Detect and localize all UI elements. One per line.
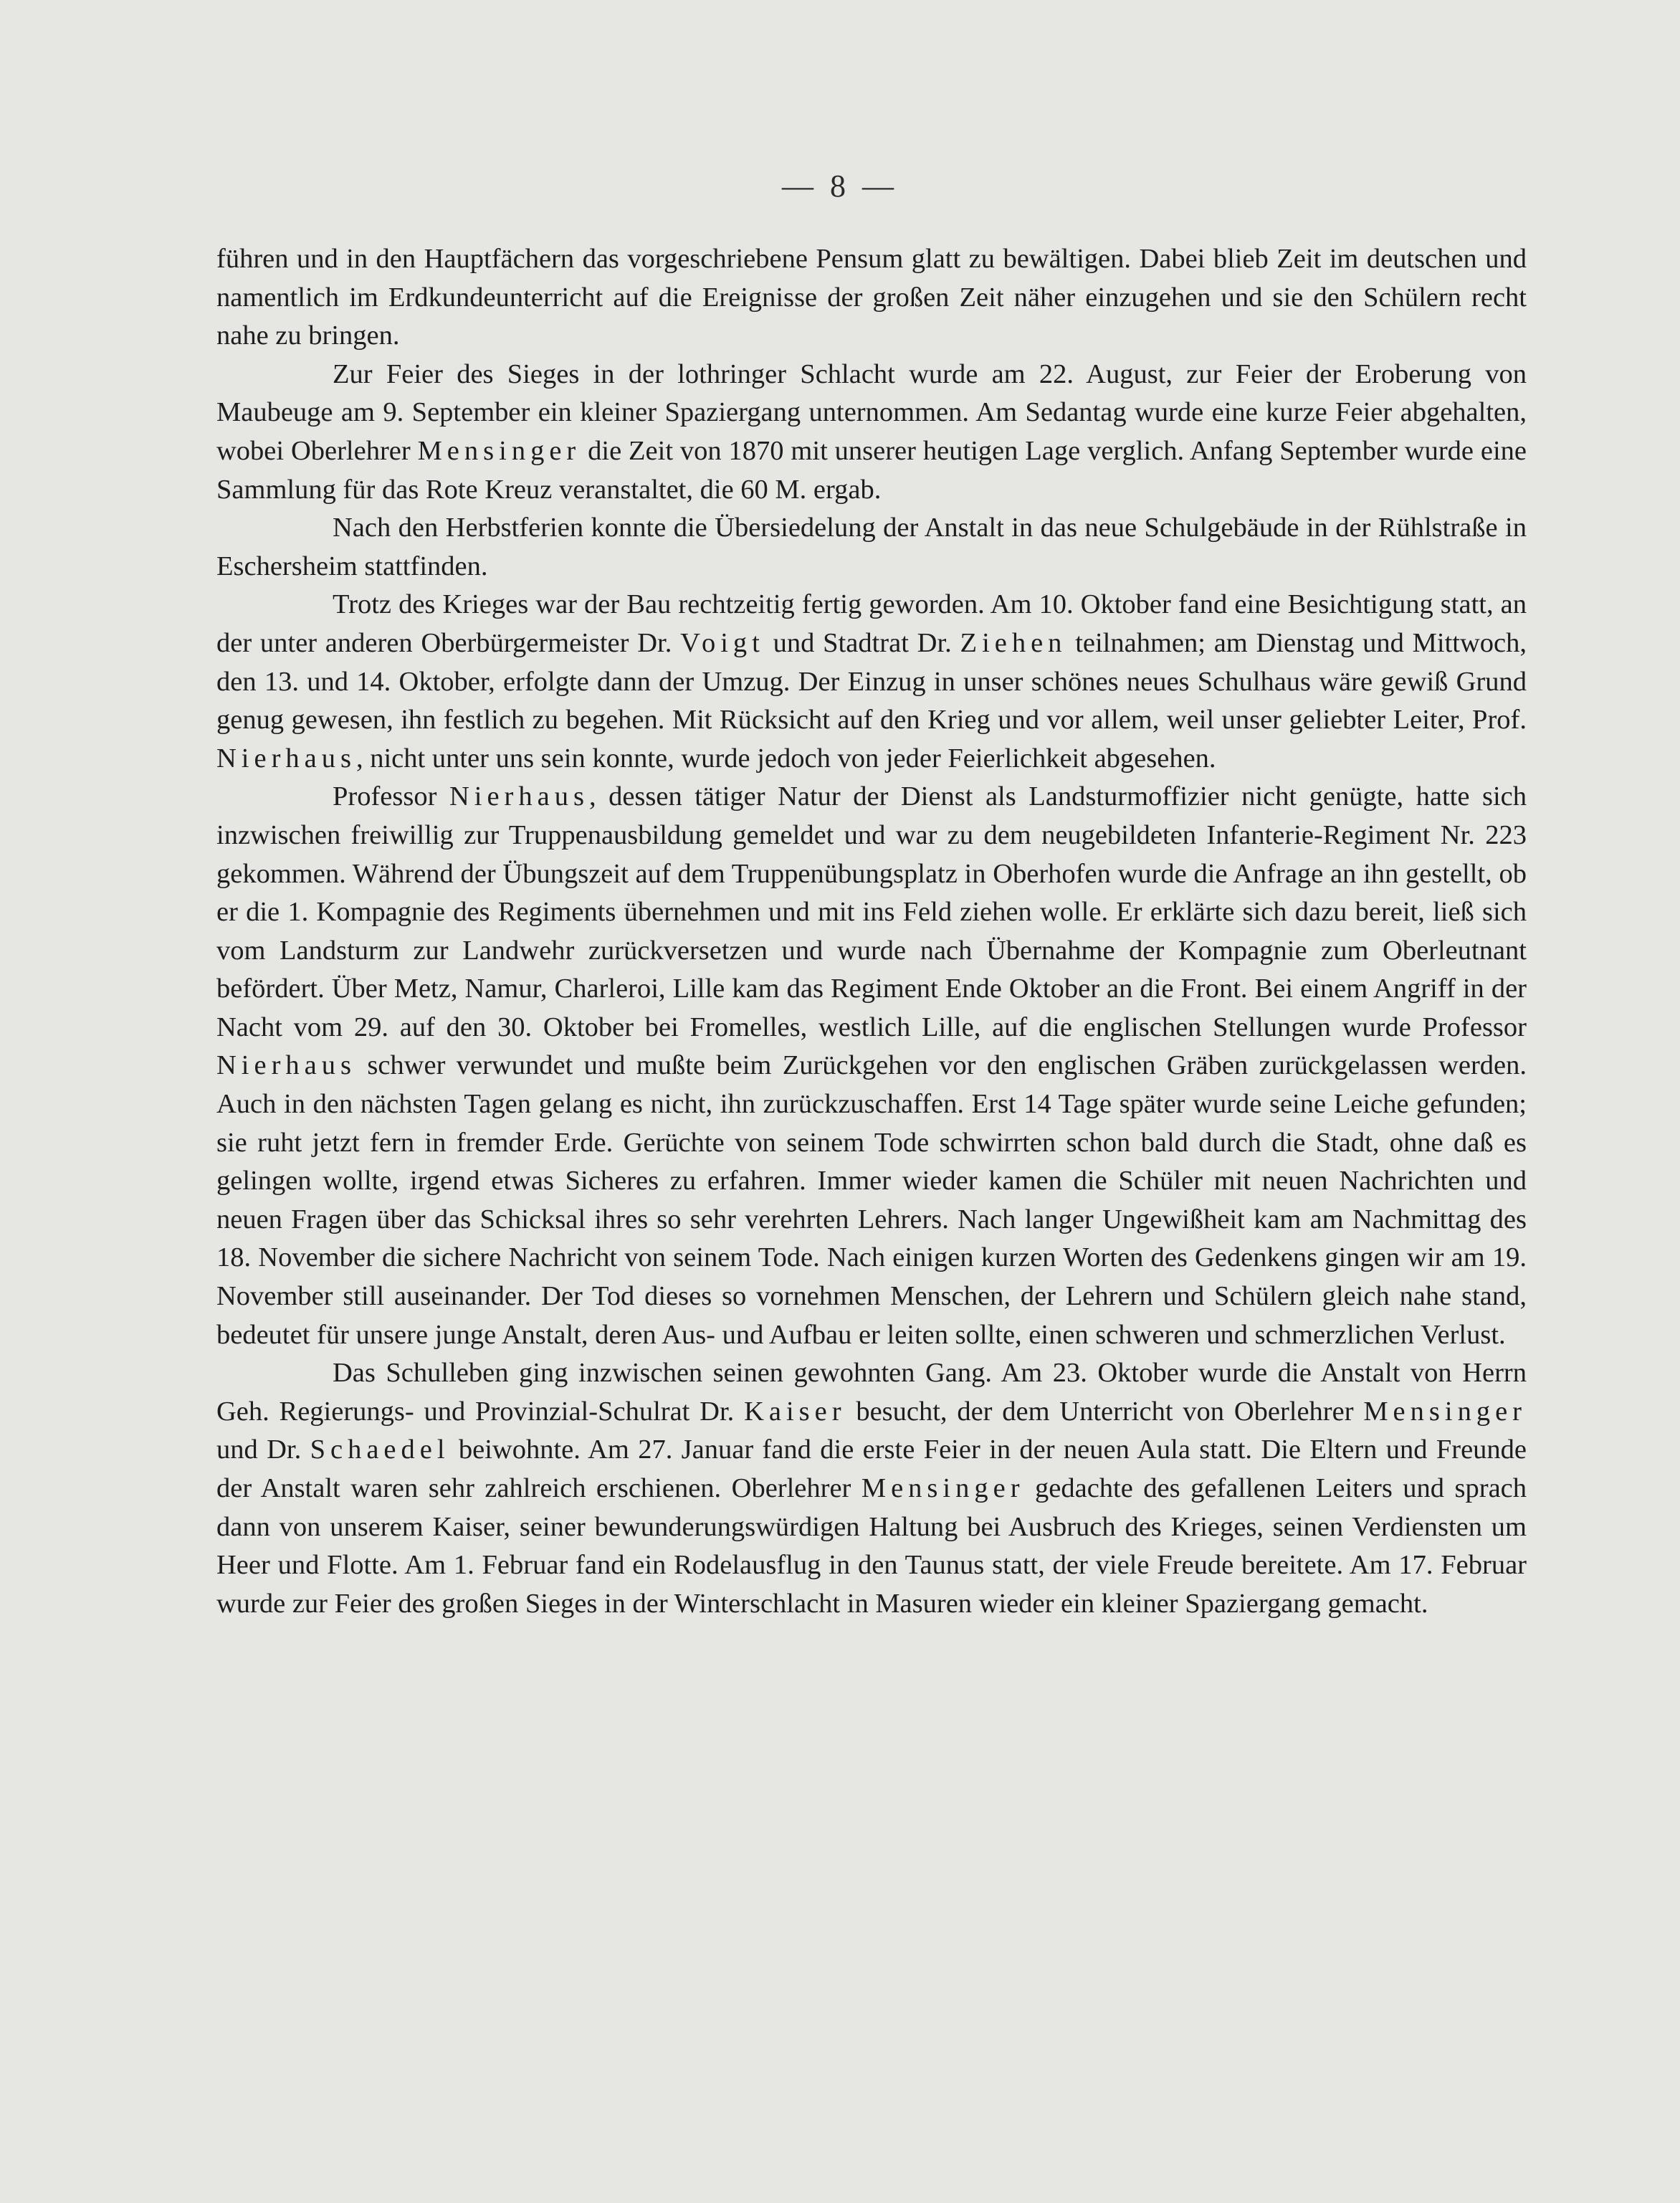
text-segment: beiwohnte. Am 27. Januar fand die erste Feier in der neuen Aula statt. Die Eltern und Freunde der Anstalt waren sehr zahlreich erschienen. Oberlehrer — [216, 1434, 1527, 1503]
paragraph — [216, 586, 1527, 778]
text-segment: führen und in den Hauptfächern das vorgeschriebene Pensum glatt zu bewältigen. Dabei blieb Zeit im deutschen und namentlich im Erdkundeunterricht auf die Ereignisse der großen Zeit näher einzugehen und sie den Schülern recht nahe zu bringen. — [216, 244, 1527, 351]
name-emphasis: Voigt — [680, 627, 765, 658]
text-segment: Das Schulleben ging inzwischen seinen gewohnten Gang. Am 23. Oktober wurde die Anstalt von Herrn Geh. Regierungs- und Provinzial-Schulrat Dr. — [216, 1358, 1527, 1427]
paragraph — [216, 1354, 1527, 1623]
text-segment: Trotz des Krieges war der Bau rechtzeitig fertig geworden. Am 10. Oktober fand eine Besichtigung statt, an der unter anderen Oberbürgermeister Dr. — [216, 589, 1527, 658]
paragraph — [216, 778, 1527, 1354]
paragraph — [216, 356, 1527, 509]
text-segment: und Dr. — [216, 1434, 310, 1465]
text-segment: , nicht unter uns sein konnte, wurde jedoch von jeder Feierlichkeit abgesehen. — [355, 743, 1216, 774]
name-emphasis: Mensinger — [1363, 1396, 1527, 1427]
paragraph — [216, 509, 1527, 586]
name-emphasis: Mensinger — [417, 435, 581, 466]
text-segment: schwer verwundet und mußte beim Zurückgehen vor den englischen Gräben zurückgelassen werden. Auch in den nächsten Tagen gelang es nicht, ihn zurückzuschaffen. Erst 14 Tage später wurde seine Leiche gefunden; sie ruht jetzt fern in fremder Erde. Gerüchte von seinem Tode schwirrten schon bald durch die Stadt, ohne daß es gelingen wollte, irgend etwas Sicheres zu erfahren. Immer wieder kamen die Schüler mit neuen Nachrichten und neuen Fragen über das Schicksal ihres so sehr verehrten Lehrers. Nach langer Ungewißheit kam am Nachmittag des 18. November die sichere Nachricht von seinem Tode. Nach einigen kurzen Worten des Gedenkens gingen wir am 19. November still auseinander. Der Tod dieses so vornehmen Menschen, der Lehrern und Schülern gleich nahe stand, bedeutet für unsere junge Anstalt, deren Aus- und Aufbau er leiten sollte, einen schweren und schmerzlichen Verlust. — [216, 1050, 1527, 1350]
name-emphasis: Nierhaus — [216, 743, 356, 774]
name-emphasis: Kaiser — [744, 1396, 846, 1427]
text-segment: Professor — [333, 781, 449, 812]
text-segment: Nach den Herbstferien konnte die Übersiedelung der Anstalt in das neue Schulgebäude in der Rühlstraße in Eschersheim stattfinden. — [216, 513, 1527, 581]
page-number: — 8 — — [782, 168, 898, 204]
name-emphasis: Nierhaus — [216, 1050, 356, 1081]
name-emphasis: Mensinger — [861, 1473, 1025, 1503]
text-segment: gedachte des gefallenen Leiters und sprach dann von unserem Kaiser, seiner bewunderungswürdigen Haltung bei Ausbruch des Krieges, seinen Verdiensten um Heer und Flotte. Am 1. Februar fand ein Rodelausflug in den Taunus statt, der viele Freude bereitete. Am 17. Februar wurde zur Feier des großen Sieges in der Winterschlacht in Masuren wieder ein kleiner Spaziergang gemacht. — [216, 1473, 1527, 1619]
name-emphasis: Schaedel — [310, 1434, 450, 1465]
paragraph — [216, 240, 1527, 356]
name-emphasis: Ziehen — [960, 627, 1067, 658]
text-segment: besucht, der dem Unterricht von Oberlehrer — [846, 1396, 1364, 1427]
text-segment: teilnahmen; am Dienstag und Mittwoch, den 13. und 14. Oktober, erfolgte dann der Umzug. Der Einzug in unser schönes neues Schulhaus wäre gewiß Grund genug gewesen, ihn festlich zu begehen. Mit Rücksicht auf den Krieg und vor allem, weil unser geliebter Leiter, Prof. — [216, 627, 1527, 736]
text-segment: und Stadtrat Dr. — [764, 627, 960, 658]
body-text — [216, 240, 1527, 1623]
name-emphasis: Nierhaus — [449, 781, 589, 812]
text-segment: die Zeit von 1870 mit unserer heutigen Lage verglich. Anfang September wurde eine Sammlung für das Rote Kreuz veranstaltet, die 60 M. ergab. — [216, 435, 1527, 505]
text-segment: Zur Feier des Sieges in der lothringer Schlacht wurde am 22. August, zur Feier der Eroberung von Maubeuge am 9. September ein kleiner Spaziergang unternommen. Am Sedantag wurde eine kurze Feier abgehalten, wobei Oberlehrer — [216, 358, 1527, 466]
text-segment: , dessen tätiger Natur der Dienst als Landsturmoffizier nicht genügte, hatte sich inzwischen freiwillig zur Truppenausbildung gemeldet und war zu dem neugebildeten Infanterie-Regiment Nr. 223 gekommen. Während der Übungszeit auf dem Truppenübungsplatz in Oberhofen wurde die Anfrage an ihn gestellt, ob er die 1. Kompagnie des Regiments übernehmen und mit ins Feld ziehen wolle. Er erklärte sich dazu bereit, ließ sich vom Landsturm zur Landwehr zurückversetzen und wurde nach Übernahme der Kompagnie zum Oberleutnant befördert. Über Metz, Namur, Charleroi, Lille kam das Regiment Ende Oktober an die Front. Bei einem Angriff in der Nacht vom 29. auf den 30. Oktober bei Fromelles, westlich Lille, auf die englischen Stellungen wurde Professor — [216, 781, 1527, 1042]
